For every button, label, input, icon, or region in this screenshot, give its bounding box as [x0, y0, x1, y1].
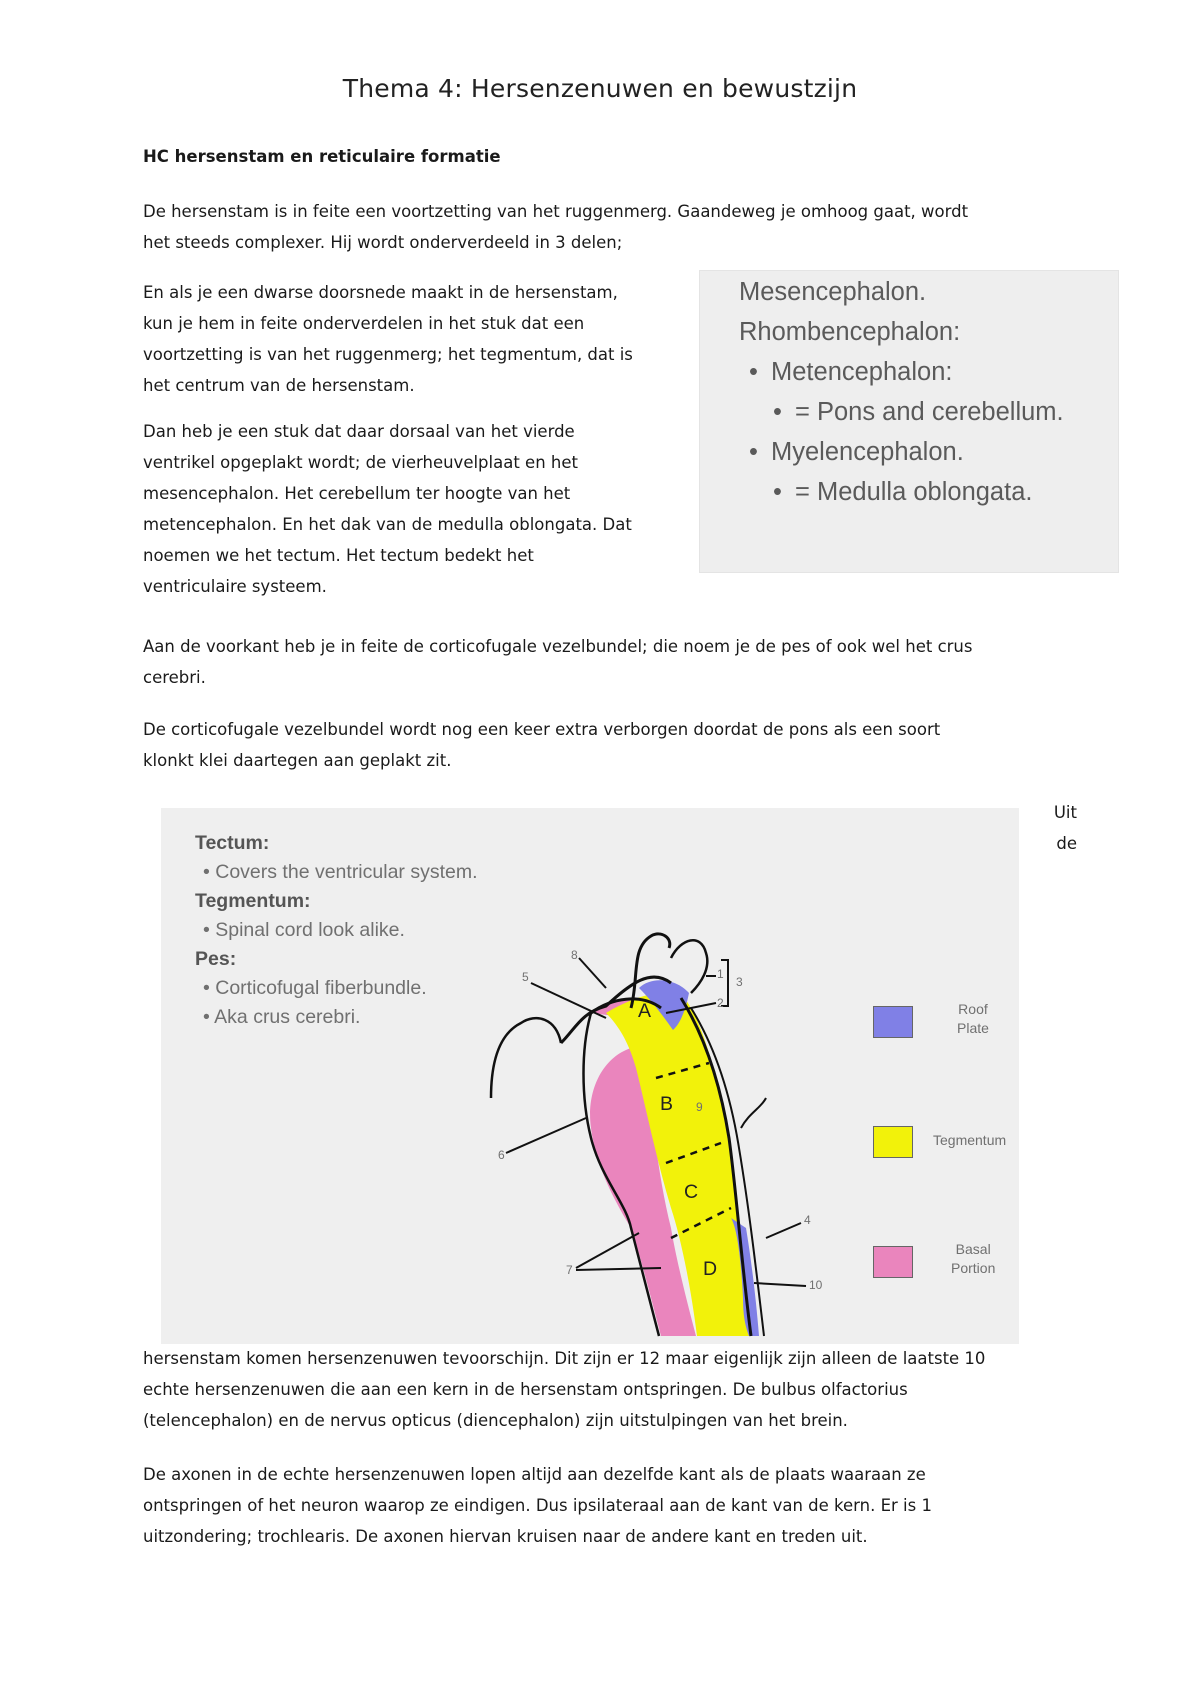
text-line: (telencephalon) en de nervus opticus (diencephalon) zijn uitstulpingen van het brein.	[143, 1411, 848, 1430]
pes-item: • Aka crus cerebri.	[203, 1006, 361, 1028]
bullet-icon: •	[203, 977, 210, 999]
legend-label-roof: Roof Plate	[957, 1001, 989, 1036]
text-line: de	[1056, 834, 1077, 853]
divisions-slide-image	[699, 270, 1119, 573]
region-label-d: D	[703, 1258, 718, 1280]
pes-item: • Corticofugal fiberbundle.	[203, 977, 427, 999]
brainstem-diagram-image	[161, 808, 1019, 1344]
bullet-icon: •	[773, 398, 782, 426]
slide-line: • = Pons and cerebellum.	[773, 398, 1064, 426]
region-label-a: A	[638, 1000, 652, 1022]
bullet-icon: •	[749, 358, 758, 386]
region-label-c: C	[684, 1181, 699, 1203]
text-line: ontspringen of het neuron waarop ze eindigen. Dus ipsilateraal aan de kant van de kern. Er is 1	[143, 1496, 932, 1515]
number-label: 10	[809, 1278, 823, 1292]
cortico-paragraph	[143, 714, 1073, 776]
text-line: ventriculaire systeem.	[143, 577, 327, 596]
legend-label-basal: Basal Portion	[951, 1241, 996, 1276]
intro-line: De hersenstam is in feite een voortzetting van het ruggenmerg. Gaandeweg je omhoog gaat, wordt	[143, 202, 969, 221]
number-label: 5	[522, 970, 529, 984]
text-line: hersenstam komen hersenzenuwen tevoorschijn. Dit zijn er 12 maar eigenlijk zijn alleen de laatste 10	[143, 1349, 986, 1368]
text-line: ventrikel opgeplakt wordt; de vierheuvelplaat en het	[143, 453, 578, 472]
left-column-text	[143, 277, 683, 617]
text-line: Aan de voorkant heb je in feite de corticofugale vezelbundel; die noem je de pes of ook wel het crus	[143, 637, 973, 656]
text-line: noemen we het tectum. Het tectum bedekt het	[143, 546, 534, 565]
hersenzenuwen-paragraph	[143, 1343, 1073, 1436]
tegmentum-label: Tegmentum:	[195, 890, 311, 912]
region-label-b: B	[660, 1093, 674, 1115]
section-heading: HC hersenstam en reticulaire formatie	[143, 147, 501, 166]
legend-swatch-roof	[873, 1006, 913, 1038]
text-line: En als je een dwarse doorsnede maakt in de hersenstam,	[143, 283, 618, 302]
bullet-icon: •	[749, 438, 758, 466]
legend-label-tegmentum: Tegmentum	[933, 1132, 1007, 1148]
text-line: kun je hem in feite onderverdelen in het stuk dat een	[143, 314, 585, 333]
text-line: voortzetting is van het ruggenmerg; het tegmentum, dat is	[143, 345, 633, 364]
slide-line: • = Medulla oblongata.	[773, 478, 1033, 506]
text-line: echte hersenzenuwen die aan een kern in de hersenstam ontspringen. De bulbus olfactorius	[143, 1380, 908, 1399]
bullet-icon: •	[203, 1006, 210, 1028]
number-label: 3	[736, 975, 743, 989]
number-label: 9	[696, 1100, 703, 1114]
tectum-item: • Covers the ventricular system.	[203, 861, 478, 883]
text-line: Uit	[1053, 803, 1077, 822]
text-line: cerebri.	[143, 668, 206, 687]
slide-line: Mesencephalon.	[739, 278, 927, 306]
text-line: metencephalon. En het dak van de medulla oblongata. Dat	[143, 515, 632, 534]
dorsaal-paragraph	[143, 416, 683, 602]
text-line: klonkt klei daartegen aan geplakt zit.	[143, 751, 452, 770]
text-line: De axonen in de echte hersenzenuwen lopen altijd aan dezelfde kant als de plaats waaraan ze	[143, 1465, 926, 1484]
intro-paragraph	[143, 196, 1073, 258]
wrapped-text-fragment	[1037, 797, 1077, 859]
axonen-paragraph	[143, 1459, 1073, 1552]
number-label: 2	[717, 996, 724, 1010]
number-label: 4	[804, 1213, 811, 1227]
page-title: Thema 4: Hersenzenuwen en bewustzijn	[342, 74, 858, 103]
legend-swatch-tegmentum	[873, 1126, 913, 1158]
slide-line: • Metencephalon:	[749, 358, 953, 386]
pes-label: Pes:	[195, 948, 237, 970]
text-line: het centrum van de hersenstam.	[143, 376, 415, 395]
text-line: uitzondering; trochlearis. De axonen hiervan kruisen naar de andere kant en treden uit.	[143, 1527, 868, 1546]
number-label: 7	[566, 1263, 573, 1277]
voorkant-paragraph	[143, 631, 1073, 693]
bullet-icon: •	[773, 478, 782, 506]
legend-swatch-basal	[873, 1246, 913, 1278]
tegmentum-item: • Spinal cord look alike.	[203, 919, 405, 941]
text-line: mesencephalon. Het cerebellum ter hoogte van het	[143, 484, 571, 503]
doorsnede-paragraph	[143, 277, 683, 401]
text-line: De corticofugale vezelbundel wordt nog een keer extra verborgen doordat de pons als een soort	[143, 720, 941, 739]
bullet-icon: •	[203, 919, 210, 941]
slide-line: • Myelencephalon.	[749, 438, 964, 466]
number-label: 6	[498, 1148, 505, 1162]
tectum-label: Tectum:	[195, 832, 270, 854]
number-label: 1	[717, 967, 724, 981]
number-label: 8	[571, 948, 578, 962]
bullet-icon: •	[203, 861, 210, 883]
slide-line: Rhombencephalon:	[739, 318, 961, 346]
text-line: Dan heb je een stuk dat daar dorsaal van het vierde	[143, 422, 575, 441]
intro-line: het steeds complexer. Hij wordt onderverdeeld in 3 delen;	[143, 233, 623, 252]
